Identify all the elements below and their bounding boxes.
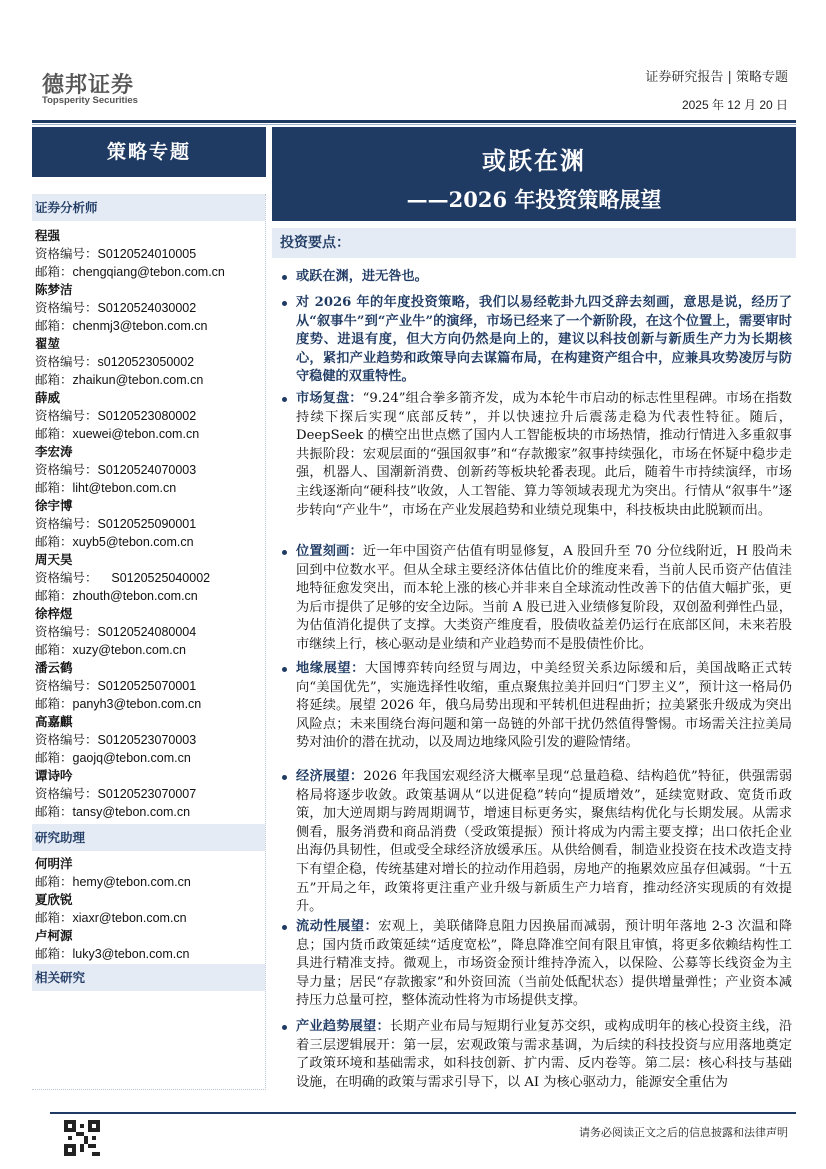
- key-point-item: [278, 543, 792, 655]
- analyst-name: 翟堃: [35, 336, 61, 351]
- analyst-email[interactable]: 邮箱：chenmj3@tebon.com.cn: [35, 319, 208, 333]
- analyst-cert: 资格编号： S0120525040002: [35, 571, 211, 585]
- analyst-name: 潘云鹤: [35, 660, 73, 675]
- key-point-text: 长期产业布局与短期行业复苏交织，或构成明年的核心投资主线，沿着三层逻辑展开：第一层，宏观政策与需求基调，为后续的科技投资与应用落地奠定了政策环境和基础需求，如科技创新、扩内需、反内卷等。第二层：核心科技与基础设施，在明确的政策与需求引导下，以 AI 为核心驱动力，能源安全重估为: [296, 1019, 793, 1090]
- analyst-cert: 资格编号：S0120524010005: [35, 247, 197, 261]
- key-point-label: 位置刻画：: [296, 544, 363, 559]
- analysts-heading: 证券分析师: [32, 194, 265, 221]
- analyst-email[interactable]: 邮箱：xuewei@tebon.com.cn: [35, 427, 200, 441]
- analyst-name: 薛威: [35, 390, 61, 405]
- bullet-icon: [282, 775, 287, 780]
- analyst-entry: [32, 281, 265, 335]
- key-point-text: 2026 年我国宏观经济大概率呈现“总量趋稳、结构趋优”特征，供强需弱格局将逐步收敛。政策基调从“以进促稳”转向“提质增效”，延续宽财政、宽货币政策，加大逆周期与跨周期调节，增速目标更务实，聚焦结构优化与长期发展。从需求侧看，服务消费和商品消费（受政策提振）预计将成为内需主要支撑；出口依托企业出海仍具韧性，但或受全球经济放缓承压。从供给侧看，制造业投资在技术改造支持下有望企稳，传统基建对增长的拉动作用趋弱，房地产的拖累效应虽存但减弱。“十五五”开局之年，政策将更注重产业升级与新质生产力培育，推动经济实现质的有效提升。: [296, 769, 793, 915]
- assistant-name: 夏欣锐: [35, 892, 73, 907]
- analyst-name: 徐宇博: [35, 498, 73, 513]
- analyst-name: 程强: [35, 228, 61, 243]
- analyst-entry: [32, 227, 265, 281]
- main-title: 或跃在渊: [482, 146, 586, 175]
- assistant-entry: [32, 855, 265, 891]
- analyst-entry: [32, 551, 265, 605]
- assistant-name: 何明洋: [35, 856, 73, 871]
- analyst-email[interactable]: 邮箱：xuyb5@tebon.com.cn: [35, 535, 194, 549]
- footer-disclaimer: 请务必阅读正文之后的信息披露和法律声明: [579, 1126, 788, 1139]
- key-point-label: 经济展望：: [296, 769, 364, 784]
- analyst-cert: 资格编号：S0120523070007: [35, 787, 197, 801]
- analyst-email[interactable]: 邮箱：gaojq@tebon.com.cn: [35, 751, 191, 765]
- header-divider: [32, 120, 796, 123]
- analyst-entry: [32, 767, 265, 821]
- header-divider-thin: [32, 124, 796, 125]
- key-point-label: 产业趋势展望：: [296, 1019, 390, 1034]
- analyst-email[interactable]: 邮箱：zhaikun@tebon.com.cn: [35, 373, 204, 387]
- analyst-entry: [32, 605, 265, 659]
- analyst-email[interactable]: 邮箱：panyh3@tebon.com.cn: [35, 697, 202, 711]
- analyst-email[interactable]: 邮箱：chengqiang@tebon.com.cn: [35, 265, 225, 279]
- key-point-item: [278, 1018, 792, 1092]
- assistant-email[interactable]: 邮箱：luky3@tebon.com.cn: [35, 947, 190, 961]
- bullet-icon: [282, 925, 287, 930]
- key-point-text: 大国博弈转向经贸与周边，中美经贸关系边际缓和后，美国战略正式转向“美国优先”，实施选择性收缩，重点聚焦拉美并回归“门罗主义”，预计这一格局仍将延续。展望 2026 年，俄乌局势出现和平转机但进程曲折；拉美紧张升级成为突出风险点；未来围绕台海问题和第一岛链的外部干扰仍然值得警惕。市场需关注拉美局势对油价的潜在扰动，以及周边地缘风险引发的避险情绪。: [296, 661, 793, 751]
- analyst-entry: [32, 335, 265, 389]
- key-point-item: [278, 918, 792, 1011]
- key-point-item: [278, 390, 792, 520]
- analyst-list: [32, 221, 265, 821]
- analyst-email[interactable]: 邮箱：tansy@tebon.com.cn: [35, 805, 191, 819]
- analyst-cert: 资格编号：S0120523080002: [35, 409, 197, 423]
- assistant-email[interactable]: 邮箱：xiaxr@tebon.com.cn: [35, 911, 187, 925]
- key-point-item: [278, 294, 792, 387]
- analyst-name: 李宏涛: [35, 444, 73, 459]
- analyst-name: 徐梓煜: [35, 606, 73, 621]
- analyst-cert: 资格编号：S0120525070001: [35, 679, 197, 693]
- qr-code-icon: [64, 1120, 100, 1156]
- key-point-text: “9.24”组合拳多箭齐发，成为本轮牛市启动的标志性里程碑。市场在指数持续下探后实现“底部反转”，并以快速拉升后震荡走稳为代表性特征。随后，DeepSeek 的横空出世点燃了国内人工智能板块的市场热情，推动行情进入多重叙事共振阶段：宏观层面的“强国叙事”和“存款搬家”叙事持续强化，市场在怀疑中稳步走强，机器人、国潮新消费、创新药等板块轮番表现。此后，随着牛市持续演绎，市场主线逐渐向“硬科技”收敛，人工智能、算力等领域表现尤为突出。行情从“叙事牛”逐步转向“产业牛”，市场在产业发展趋势和业绩兑现集中，科技板块由此脱颖而出。: [296, 391, 792, 518]
- analyst-entry: [32, 713, 265, 767]
- assistant-name: 卢柯源: [35, 928, 73, 943]
- key-point-item: [278, 268, 792, 287]
- analyst-name: 周天昊: [35, 552, 73, 567]
- bullet-icon: [282, 397, 287, 402]
- bullet-icon: [282, 550, 287, 555]
- analyst-email[interactable]: 邮箱：liht@tebon.com.cn: [35, 481, 177, 495]
- assistant-email[interactable]: 邮箱：hemy@tebon.com.cn: [35, 875, 191, 889]
- key-point-text: 或跃在渊，进无咎也。: [296, 269, 428, 284]
- related-research-heading: 相关研究: [32, 964, 265, 991]
- key-point-label: 流动性展望：: [296, 919, 379, 934]
- key-point-text: 对 2026 年的年度投资策略，我们以易经乾卦九四爻辞去刻画，意思是说，经历了从“叙事牛”到“产业牛”的演绎，市场已经来了一个新阶段，在这个位置上，需要审时度势、进退有度，但大方向仍然是向上的，建议以科技创新与新质生产力为长期核心，紧扣产业趋势和政策导向去谋篇布局，在构建资产组合中，应兼具攻势凌厉与防守稳健的双重特性。: [296, 295, 792, 385]
- analyst-cert: 资格编号：s0120523050002: [35, 355, 195, 369]
- category-box: 策略专题: [32, 127, 266, 177]
- bullet-icon: [282, 301, 287, 306]
- analyst-cert: 资格编号：S0120524030002: [35, 301, 197, 315]
- title-box: [272, 127, 796, 221]
- report-type: 证券研究报告 | 策略专题: [645, 70, 788, 85]
- key-point-label: 地缘展望：: [296, 661, 365, 676]
- analyst-cert: 资格编号：S0120524070003: [35, 463, 197, 477]
- key-point-item: [278, 660, 792, 753]
- sub-title: ——2026 年投资策略展望: [406, 187, 662, 212]
- analyst-email[interactable]: 邮箱：xuzy@tebon.com.cn: [35, 643, 186, 657]
- sidebar: [32, 194, 266, 1090]
- analyst-entry: [32, 497, 265, 551]
- key-points-heading: 投资要点：: [272, 228, 796, 258]
- key-point-item: [278, 768, 792, 917]
- analyst-name: 高嘉麒: [35, 714, 73, 729]
- analyst-cert: 资格编号：S0120525090001: [35, 517, 197, 531]
- key-point-text: 宏观上，美联储降息阻力因换届而减弱，预计明年落地 2-3 次温和降息；国内货币政策延续“适度宽松”，降息降准空间有限且审慎，将更多依赖结构性工具进行精准支持。微观上，市场资金预计维持净流入，以保险、公募等长线资金为主导力量；居民“存款搬家”和外资回流（当前处低配状态）提供增量弹性；产业资本减持压力总量可控，整体流动性将为市场提供支撑。: [296, 919, 793, 1009]
- logo-en: Topsperity Securities: [42, 95, 138, 106]
- assistant-entry: [32, 927, 265, 963]
- analyst-cert: 资格编号：S0120524080004: [35, 625, 197, 639]
- assistant-entry: [32, 891, 265, 927]
- analyst-entry: [32, 443, 265, 497]
- key-point-text: 近一年中国资产估值有明显修复，A 股回升至 70 分位线附近，H 股尚未回到中位数水平。但从全球主要经济体估值比价的维度来看，当前人民币资产估值洼地特征愈发突出，而本轮上涨的核心并非来自全球流动性改善下的估值大幅扩张，更为后市提供了足够的安全边际。当前 A 股已进入业绩修复阶段，双创盈利弹性凸显，为估值消化提供了支撑。大类资产维度看，股债收益差仍运行在底部区间，未来若股市继续上行，核心驱动是业绩和产业趋势而不是股债性价比。: [296, 544, 793, 652]
- logo-cn: 德邦证券: [42, 73, 135, 98]
- analyst-email[interactable]: 邮箱：zhouth@tebon.com.cn: [35, 589, 198, 603]
- analyst-cert: 资格编号：S0120523070003: [35, 733, 197, 747]
- analyst-name: 陈梦洁: [35, 282, 73, 297]
- report-date: 2025 年 12 月 20 日: [681, 98, 788, 112]
- assistants-heading: 研究助理: [32, 824, 265, 851]
- bullet-icon: [282, 275, 287, 280]
- bullet-icon: [282, 667, 287, 672]
- assistant-list: [32, 851, 265, 963]
- analyst-entry: [32, 389, 265, 443]
- footer-divider: [50, 1112, 796, 1114]
- bullet-icon: [282, 1025, 287, 1030]
- key-point-label: 市场复盘：: [296, 391, 363, 406]
- analyst-entry: [32, 659, 265, 713]
- analyst-name: 谭诗吟: [35, 768, 73, 783]
